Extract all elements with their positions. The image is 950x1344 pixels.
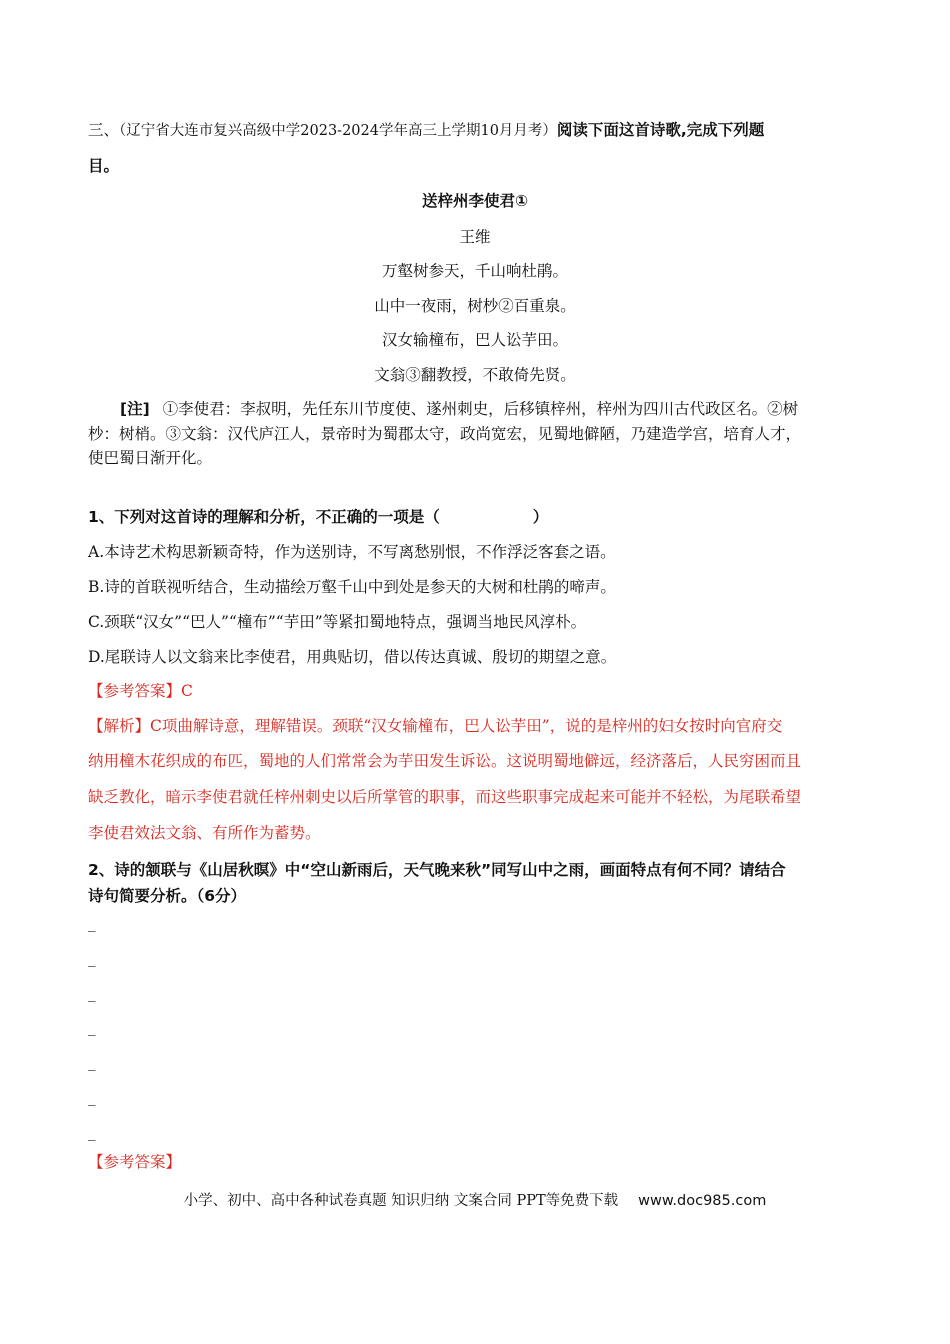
q1-option-d: D.尾联诗人以文翁来比李使君，用典贴切，借以传达真诚、殷切的期望之意。	[88, 648, 617, 666]
poem-line: 万壑树参天，千山响杜鹃。	[381, 262, 568, 280]
poem-title: 送梓州李使君①	[421, 192, 529, 210]
answer-blank: _	[88, 984, 96, 1002]
note-line1	[120, 398, 798, 420]
q2-answer-label: 【参考答案】	[88, 1153, 182, 1171]
page-footer	[0, 1190, 950, 1212]
q1-analysis-line: 【解析】C项曲解诗意，理解错误。颈联“汉女输橦布，巴人讼芋田”，说的是梓州的妇女按时向官府交	[88, 717, 783, 735]
q1-stem: 1、下列对这首诗的理解和分析，不正确的一项是（ ）	[88, 508, 549, 526]
answer-blank: _	[88, 914, 96, 932]
note-line3: 使巴蜀日渐开化。	[88, 449, 213, 467]
answer-blank: _	[88, 949, 96, 967]
question-source: （辽宁省大连市复兴高级中学2023-2024学年高三上学期10月月考）	[119, 123, 557, 139]
question-header-line2: 目。	[88, 157, 120, 175]
note-line2: 杪：树梢。③文翁：汉代庐江人，景帝时为蜀郡太守，政尚宽宏，见蜀地僻陋，乃建造学宫，培育人才，	[88, 425, 802, 443]
question-header-line1	[88, 119, 764, 142]
poem-line: 文翁③翻教授，不敢倚先贤。	[374, 366, 576, 384]
answer-blank: _	[88, 1123, 96, 1141]
poem-author: 王维	[459, 228, 491, 246]
q1-option-b: B.诗的首联视听结合，生动描绘万壑千山中到处是参天的大树和杜鹃的啼声。	[88, 578, 616, 596]
answer-blank: _	[88, 1053, 96, 1071]
footer-link[interactable]: www.doc985.com	[638, 1193, 767, 1209]
footer-text: 小学、初中、高中各种试卷真题 知识归纳 文案合同 PPT等免费下载	[183, 1193, 619, 1209]
q2-stem-line1: 2、诗的颔联与《山居秋暝》中“空山新雨后，天气晚来秋”同写山中之雨，画面特点有何不同？请结合	[88, 861, 786, 879]
question-instruction: 阅读下面这首诗歌,完成下列题	[556, 121, 765, 139]
question-number: 三、	[88, 121, 120, 139]
q1-option-a: A.本诗艺术构思新颖奇特，作为送别诗，不写离愁别恨，不作浮泛客套之语。	[88, 543, 616, 561]
q1-analysis-line: 李使君效法文翁、有所作为蓄势。	[88, 824, 321, 842]
q1-answer: 【参考答案】C	[88, 682, 193, 700]
answer-blank: _	[88, 1088, 96, 1106]
q1-analysis-line: 纳用橦木花织成的布匹，蜀地的人们常常会为芋田发生诉讼。这说明蜀地僻远，经济落后，人民穷困而且	[88, 752, 802, 770]
note-text: ①李使君：李叔明，先任东川节度使、遂州刺史，后移镇梓州，梓州为四川古代政区名。②树	[162, 400, 799, 418]
poem-line: 山中一夜雨，树杪②百重泉。	[374, 297, 576, 315]
answer-blank: _	[88, 1018, 96, 1036]
q1-analysis-line: 缺乏教化，暗示李使君就任梓州刺史以后所掌管的职事，而这些职事完成起来可能并不轻松，为尾联希望	[88, 788, 802, 806]
note-label: [注]	[120, 400, 150, 418]
q2-stem-line2: 诗句简要分析。（6分）	[88, 887, 247, 905]
q1-option-c: C.颈联“汉女”“巴人”“橦布”“芋田”等紧扣蜀地特点，强调当地民风淳朴。	[88, 613, 587, 631]
poem-line: 汉女输橦布，巴人讼芋田。	[381, 331, 568, 349]
